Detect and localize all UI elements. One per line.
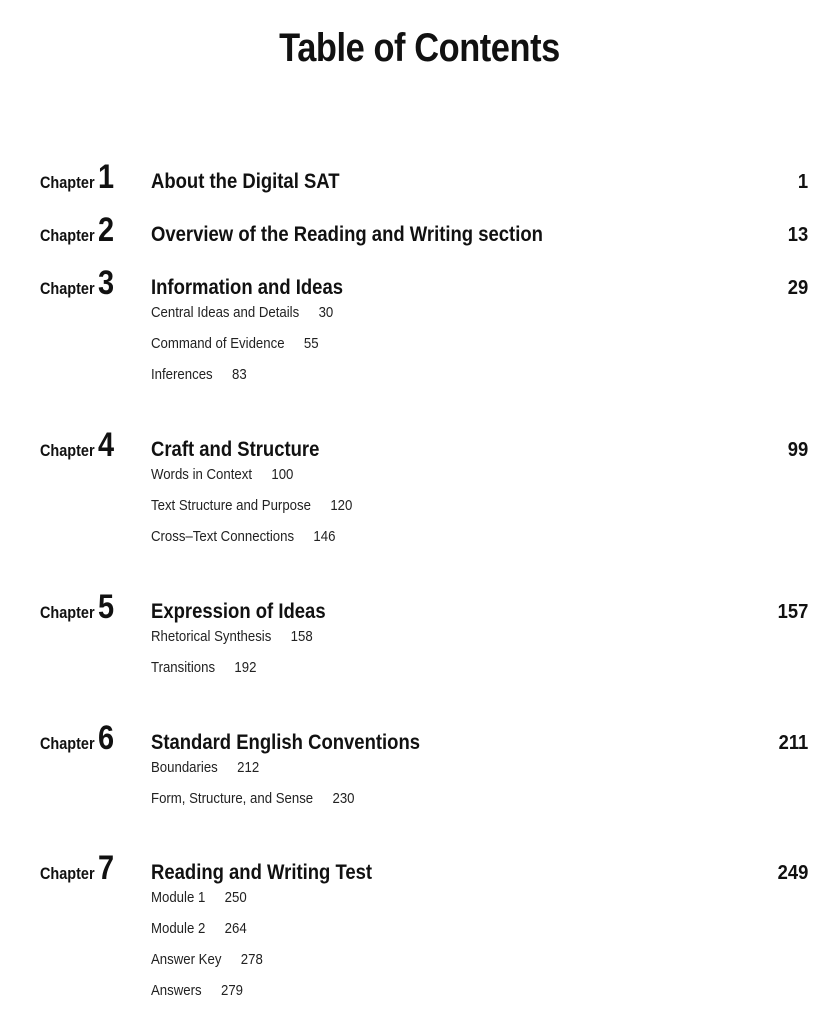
section-item[interactable]: [151, 919, 247, 939]
chapter-label: [40, 425, 114, 472]
chapter-title-link[interactable]: Information and Ideas: [151, 276, 344, 299]
section-item[interactable]: [151, 758, 259, 778]
section-title: Text Structure and Purpose: [151, 497, 311, 514]
section-page-number: 230: [332, 790, 355, 807]
section-item[interactable]: [151, 303, 333, 323]
chapter-page-number: 211: [778, 732, 808, 754]
chapter-row-6: [0, 718, 839, 758]
section-title: Form, Structure, and Sense: [151, 790, 314, 807]
chapter-row-4: [0, 425, 839, 465]
section-page-number: 212: [237, 759, 260, 776]
chapter-label: [40, 210, 114, 257]
chapter-word: Chapter: [40, 734, 95, 753]
section-title: Answers: [151, 982, 202, 999]
section-title: Words in Context: [151, 466, 253, 483]
chapter-row-3: [0, 263, 839, 303]
section-item[interactable]: [151, 496, 352, 516]
section-page-number: 192: [234, 659, 257, 676]
chapter-label: [40, 848, 114, 895]
section-item[interactable]: [151, 888, 247, 908]
chapter-title-link[interactable]: About the Digital SAT: [151, 170, 340, 193]
chapter-number: 7: [97, 849, 115, 887]
chapter-word: Chapter: [40, 864, 95, 883]
chapter-number: 2: [97, 211, 115, 249]
chapter-number: 6: [97, 719, 115, 757]
section-item[interactable]: [151, 950, 263, 970]
section-item[interactable]: [151, 658, 256, 678]
chapter-page-number: 99: [787, 439, 808, 461]
section-page-number: 158: [290, 628, 313, 645]
section-page-number: 83: [232, 366, 247, 383]
section-page-number: 278: [240, 951, 263, 968]
chapter-row-1: [0, 157, 839, 197]
section-title: Answer Key: [151, 951, 222, 968]
section-page-number: 279: [220, 982, 244, 999]
chapter-number: 3: [97, 264, 115, 302]
chapter-title-link[interactable]: Standard English Conventions: [151, 731, 421, 754]
chapter-label: [40, 587, 114, 634]
chapter-word: Chapter: [40, 441, 95, 460]
chapter-number: 5: [97, 588, 115, 626]
chapter-label: [40, 157, 114, 204]
chapter-row-2: [0, 210, 839, 250]
section-item[interactable]: [151, 627, 313, 647]
chapter-title-link[interactable]: Reading and Writing Test: [151, 861, 373, 884]
chapter-number: 4: [97, 426, 115, 464]
chapter-label: [40, 263, 114, 310]
section-item[interactable]: [151, 365, 247, 385]
chapter-page-number: 157: [777, 601, 808, 623]
chapter-page-number: 249: [777, 862, 808, 884]
section-page-number: 55: [303, 335, 319, 352]
section-page-number: 30: [318, 304, 334, 321]
chapter-title-link[interactable]: Craft and Structure: [151, 438, 320, 461]
section-item[interactable]: [151, 465, 293, 485]
chapter-number: 1: [97, 158, 115, 196]
section-title: Central Ideas and Details: [151, 304, 300, 321]
chapter-word: Chapter: [40, 603, 95, 622]
chapter-word: Chapter: [40, 226, 95, 245]
section-title: Module 1: [151, 889, 206, 906]
section-page-number: 264: [224, 920, 247, 937]
chapter-word: Chapter: [40, 173, 95, 192]
section-page-number: 250: [224, 889, 247, 906]
chapter-page-number: 29: [787, 277, 808, 299]
section-page-number: 120: [330, 497, 353, 514]
section-title: Command of Evidence: [151, 335, 285, 352]
page-title: Table of Contents: [279, 26, 560, 70]
chapter-title-link[interactable]: Expression of Ideas: [151, 600, 326, 623]
section-page-number: 146: [313, 528, 336, 545]
chapter-row-7: [0, 848, 839, 888]
chapter-page-number: 13: [787, 224, 808, 246]
section-title: Boundaries: [151, 759, 218, 776]
chapter-word: Chapter: [40, 279, 95, 298]
section-item[interactable]: [151, 789, 355, 809]
section-item[interactable]: [151, 981, 243, 1001]
section-item[interactable]: [151, 527, 335, 547]
section-title: Transitions: [151, 659, 216, 676]
section-title: Module 2: [151, 920, 206, 937]
section-title: Rhetorical Synthesis: [151, 628, 272, 645]
section-title: Inferences: [151, 366, 213, 383]
chapter-title-link[interactable]: Overview of the Reading and Writing section: [151, 223, 543, 246]
chapter-row-5: [0, 587, 839, 627]
section-page-number: 100: [271, 466, 294, 483]
section-title: Cross–Text Connections: [151, 528, 295, 545]
chapter-page-number: 1: [797, 171, 808, 193]
section-item[interactable]: [151, 334, 319, 354]
chapter-label: [40, 718, 114, 765]
